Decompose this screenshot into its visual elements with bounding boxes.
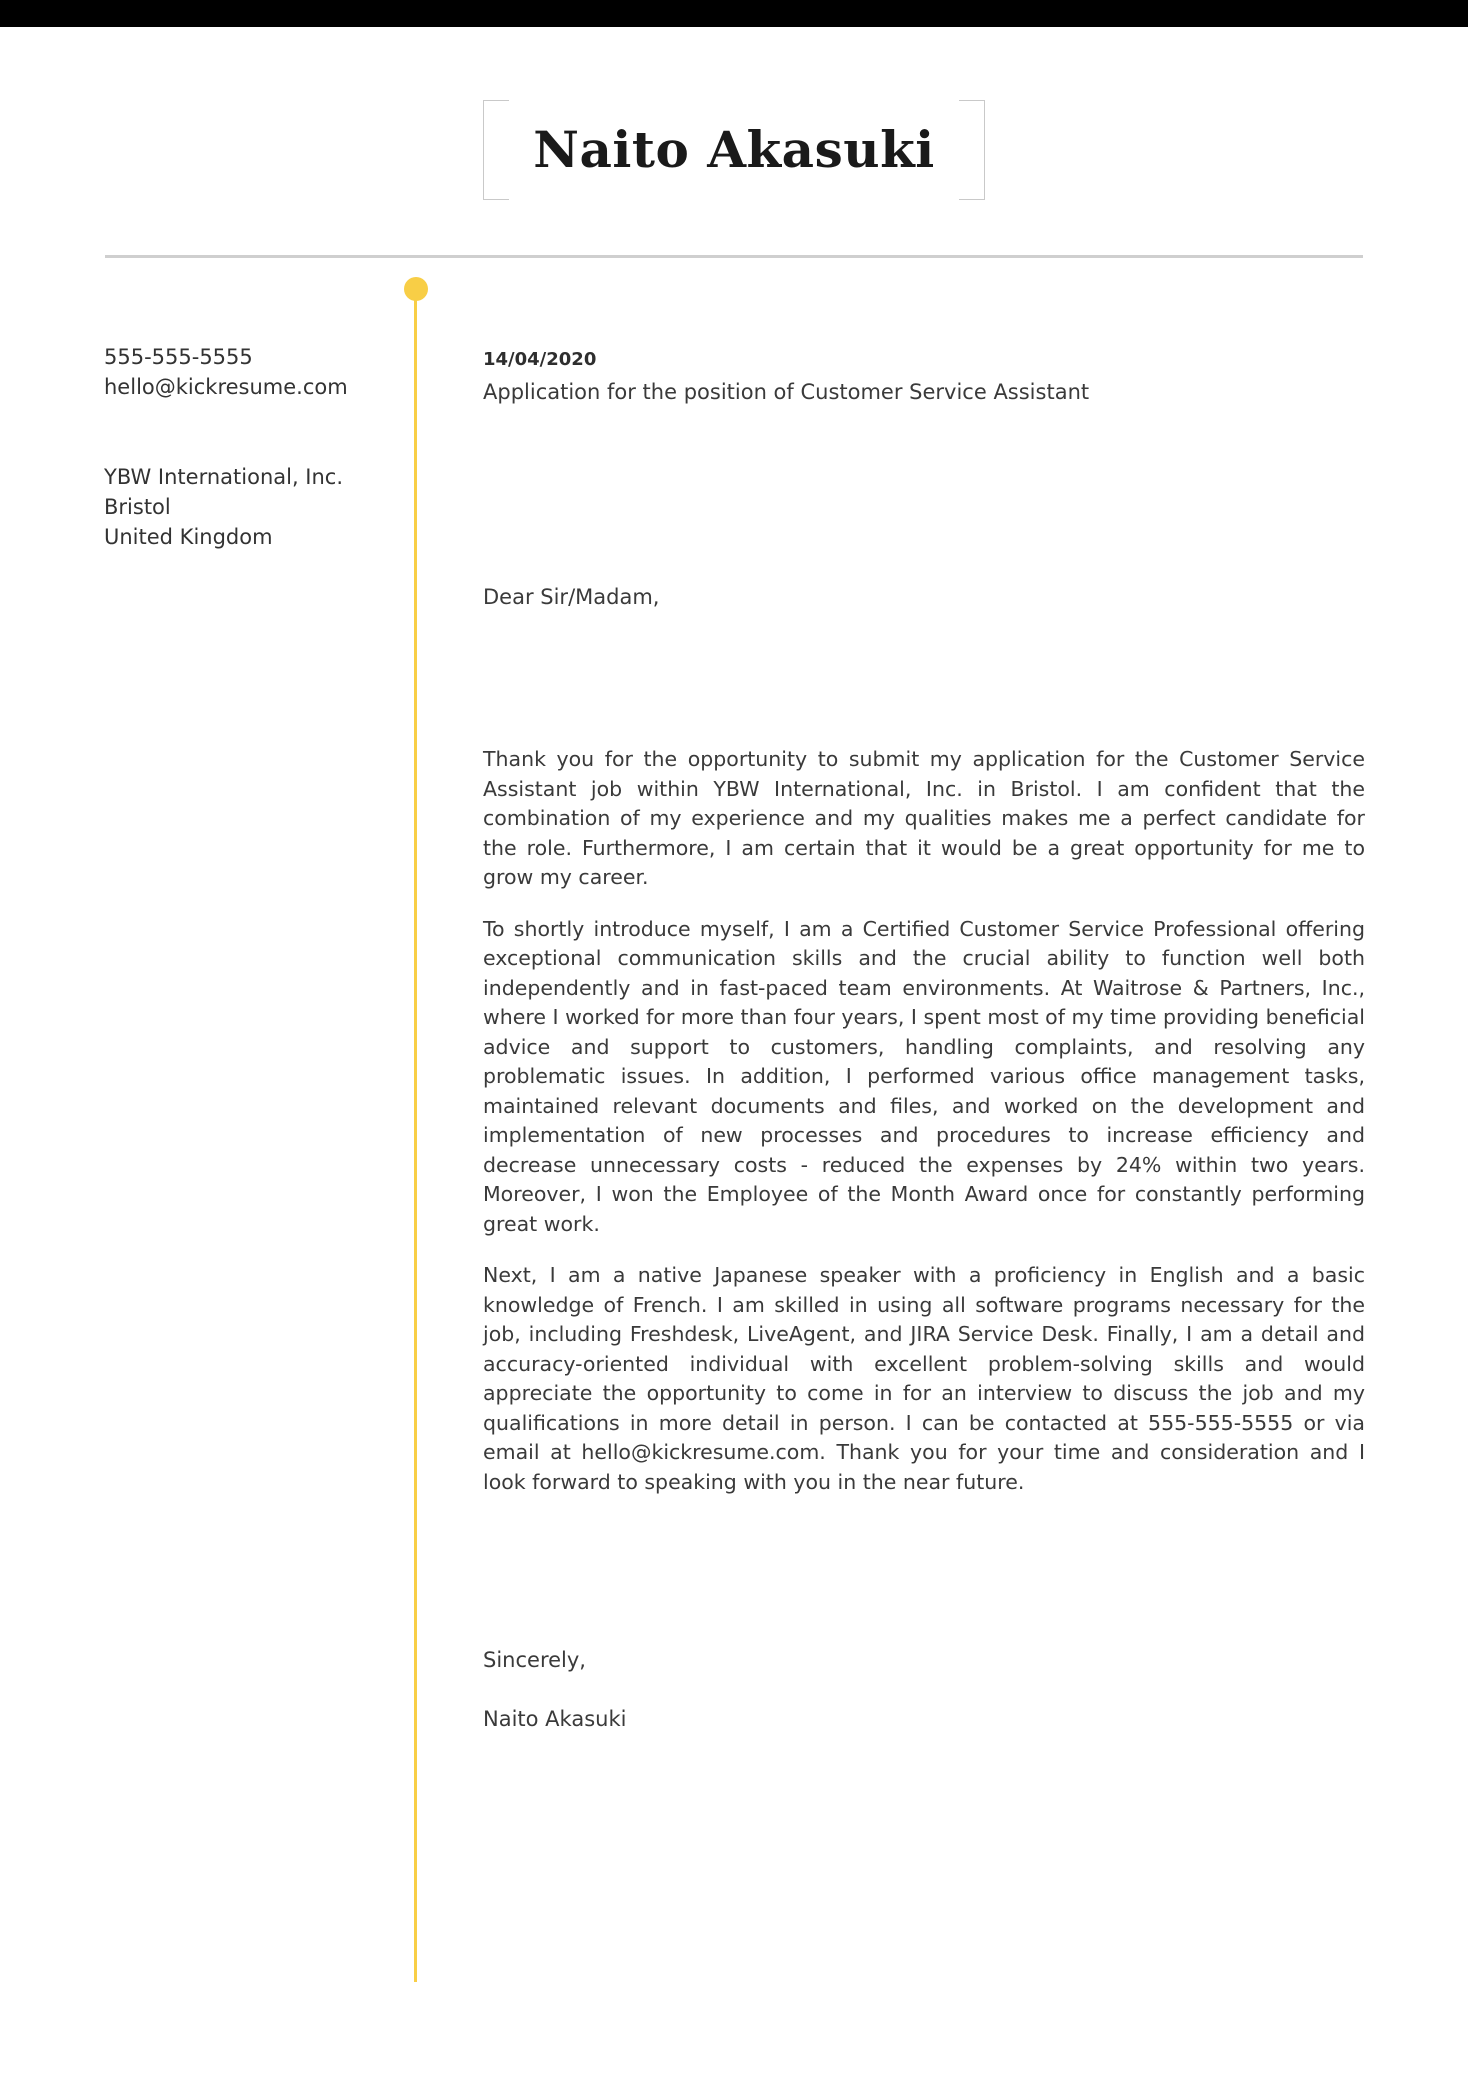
contact-phone: 555-555-5555	[104, 345, 253, 369]
contact-sidebar	[104, 342, 384, 552]
recipient-city: Bristol	[104, 495, 171, 519]
page-title: Naito Akasuki	[533, 119, 935, 179]
name-frame	[483, 100, 984, 200]
letter-body	[483, 745, 1365, 1497]
letter-header	[0, 92, 1468, 207]
right-bracket-decoration	[959, 100, 985, 200]
cover-letter-page	[0, 27, 1468, 2076]
timeline-vertical-rule	[414, 299, 417, 1982]
recipient-company: YBW International, Inc.	[104, 465, 344, 489]
horizontal-divider	[105, 255, 1363, 258]
closing-signature: Naito Akasuki	[483, 1707, 627, 1731]
contact-block	[104, 342, 384, 402]
recipient-address-block	[104, 462, 384, 552]
timeline-dot-marker	[404, 277, 428, 301]
body-paragraph-2: To shortly introduce myself, I am a Certified Customer Service Professional offering exceptional communication skills and the crucial ability to function well both independently and in fast-paced team environments. At Waitrose & Partners, Inc., where I worked for more than four years, I spent most of my time providing beneficial advice and support to customers, handling complaints, and resolving any problematic issues. In addition, I performed various office management tasks, maintained relevant documents and files, and worked on the development and implementation of new processes and procedures to increase efficiency and decrease unnecessary costs - reduced the expenses by 24% within two years. Moreover, I won the Employee of the Month Award once for constantly performing great work.	[483, 916, 1365, 1236]
top-black-band	[0, 0, 1468, 27]
letter-closing	[483, 1645, 1365, 1734]
letter-date: 14/04/2020	[483, 349, 597, 370]
body-paragraph-1: Thank you for the opportunity to submit my application for the Customer Service Assistant job within YBW International, Inc. in Bristol. I am confident that the combination of my experience and my qualities makes me a perfect candidate for the role. Furthermore, I am certain that it would be a great opportunity for me to grow my career.	[483, 747, 1365, 889]
letter-body-column	[483, 347, 1365, 1734]
letter-salutation: Dear Sir/Madam,	[483, 585, 660, 609]
closing-valediction: Sincerely,	[483, 1648, 586, 1672]
letter-subject: Application for the position of Customer Service Assistant	[483, 380, 1090, 404]
left-bracket-decoration	[483, 100, 509, 200]
contact-email: hello@kickresume.com	[104, 375, 348, 399]
body-paragraph-3: Next, I am a native Japanese speaker with a proficiency in English and a basic knowledge of French. I am skilled in using all software programs necessary for the job, including Freshdesk, LiveAgent, and JIRA Service Desk. Finally, I am a detail and accuracy-oriented individual with excellent problem-solving skills and would appreciate the opportunity to come in for an interview to discuss the job and my qualifications in more detail in person. I can be contacted at 555-555-5555 or via email at hello@kickresume.com. Thank you for your time and consideration and I look forward to speaking with you in the near future.	[483, 1263, 1365, 1494]
recipient-country: United Kingdom	[104, 525, 273, 549]
